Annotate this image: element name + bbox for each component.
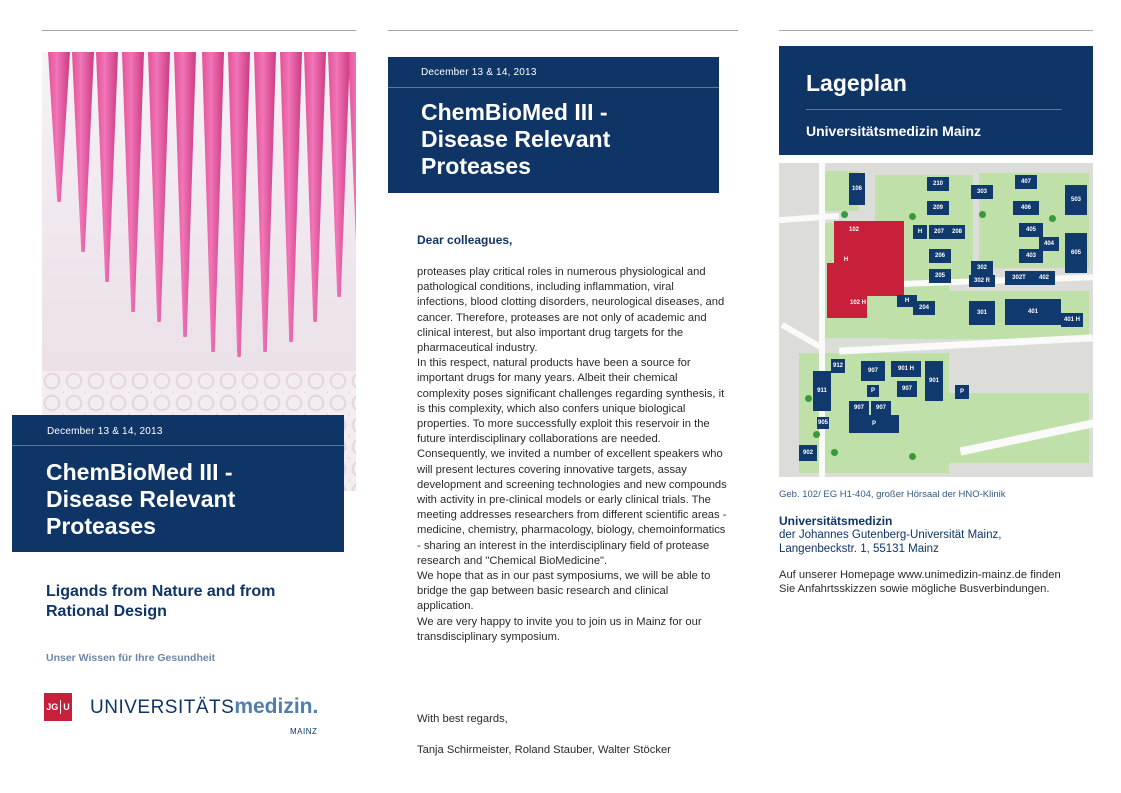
map-building: P	[849, 415, 899, 433]
map-building: 205	[929, 269, 951, 283]
top-rule-right	[779, 30, 1093, 31]
middle-title-line-3: Proteases	[421, 153, 531, 179]
badge-right: U	[63, 702, 70, 712]
paragraph-1: proteases play critical roles in numerous physiological and pathological conditions, including inflammation, viral infections, blood clotting disorders, neurological diseases, and cancer. Therefore, proteases are not only of academic and clinical interest, but also important drug targets for the pharmaceutical industry.	[417, 266, 725, 355]
paragraph-3: Consequently, we invited a number of excellent speakers who will present lectures covering innovative targets, assay development and screening technologies and new compounds with activity in pre-clinical models or early clinical trials. The meeting addresses researchers from different scientific areas - medicine, chemistry, pharmacology, biology, chemoinformatics - sharing an interest in the interdisciplinary field of protease research and "Chemical BioMedicine".	[417, 448, 727, 567]
map-caption: Geb. 102/ EG H1-404, großer Hörsaal der HNO-Klinik	[779, 489, 1006, 500]
top-rule-middle	[388, 30, 738, 31]
map-building: 106	[849, 173, 865, 205]
lageplan-subtitle: Universitätsmedizin Mainz	[806, 123, 982, 139]
top-rule-left	[42, 30, 356, 31]
map-building: H	[843, 257, 849, 263]
highlighted-building-102-wing	[827, 263, 867, 318]
middle-date: December 13 & 14, 2013	[421, 67, 537, 78]
map-building: 405	[1019, 223, 1043, 237]
letter-body	[417, 265, 727, 645]
logo-wordmark	[90, 695, 318, 719]
left-title-line-1: ChemBioMed III -	[46, 459, 233, 485]
jgu-badge	[44, 693, 72, 721]
map-building: P	[867, 385, 879, 397]
map-building: 907	[897, 381, 917, 397]
closing: With best regards,	[417, 713, 508, 725]
map-building: 404	[1039, 237, 1059, 251]
badge-separator	[60, 700, 61, 714]
map-building: 912	[831, 359, 845, 373]
lageplan-divider	[806, 109, 1062, 110]
map-tree	[1049, 215, 1056, 222]
left-title-box	[12, 415, 344, 552]
map-building: 208	[949, 225, 965, 239]
map-building: 911	[813, 371, 831, 411]
logo-sub: MAINZ	[290, 727, 318, 736]
map-road	[781, 322, 823, 350]
map-building: 907	[861, 361, 885, 381]
homepage-line-2: Sie Anfahrtsskizzen sowie mögliche Busverbindungen.	[779, 583, 1050, 595]
map-building: H	[913, 225, 927, 239]
pipette-tip	[328, 52, 350, 297]
pipette-tip	[348, 52, 356, 272]
pipette-tip	[304, 52, 326, 322]
map-tree	[805, 395, 812, 402]
lageplan-title: Lageplan	[806, 70, 907, 96]
map-building: 401 H	[1061, 313, 1083, 327]
lageplan-box	[779, 46, 1093, 155]
left-title-line-2: Disease Relevant	[46, 486, 236, 512]
map-building: 302T	[1005, 271, 1033, 285]
map-building: 901	[925, 361, 943, 401]
map-building: 210	[927, 177, 949, 191]
map-tree	[841, 211, 848, 218]
map-tree	[831, 449, 838, 456]
campus-map	[779, 163, 1093, 477]
left-subtitle-line-2: Rational Design	[46, 603, 167, 620]
map-tree	[979, 211, 986, 218]
map-building: 902	[799, 445, 817, 461]
paragraph-2: In this respect, natural products have been a source for important drugs for many years. Albeit their chemical complexity poses significant challenges regarding synthesis, it is this complexity, which also confers unique biological properties. To more successfully exploit this reservoir in the future interdisciplinary collaborations are needed.	[417, 357, 725, 446]
map-building: 406	[1013, 201, 1039, 215]
map-building: 605	[1065, 233, 1087, 273]
pipette-tip	[148, 52, 170, 322]
pipette-tip	[228, 52, 250, 357]
map-building: 407	[1015, 175, 1037, 189]
map-building: 303	[971, 185, 993, 199]
pipette-tip	[48, 52, 70, 202]
pipette-tip	[280, 52, 302, 342]
pipette-tip	[254, 52, 276, 352]
map-building: 302 R	[969, 275, 995, 287]
logo-word-bold: medizin.	[234, 695, 319, 718]
pipette-tip	[174, 52, 196, 337]
map-building: 204	[913, 301, 935, 315]
left-subtitle-line-1: Ligands from Nature and from	[46, 583, 276, 600]
map-building: 503	[1065, 185, 1087, 215]
map-building: 905	[817, 417, 829, 429]
address-line-1: der Johannes Gutenberg-Universität Mainz,	[779, 529, 1002, 541]
map-building: 402	[1033, 271, 1055, 285]
left-title-divider	[12, 445, 344, 446]
left-title-line-3: Proteases	[46, 513, 156, 539]
pipette-tip	[96, 52, 118, 282]
map-tree	[909, 453, 916, 460]
map-road	[819, 163, 825, 477]
paragraph-5: We are very happy to invite you to join us in Mainz for our transdisciplinary symposium.	[417, 615, 702, 643]
homepage-line-1: Auf unserer Homepage www.unimedizin-mainz.de finden	[779, 569, 1061, 581]
university-logo	[44, 693, 334, 738]
middle-title-line-1: ChemBioMed III -	[421, 99, 608, 125]
pipette-tip	[122, 52, 144, 312]
middle-title	[421, 99, 610, 180]
map-tree	[813, 431, 820, 438]
middle-title-box	[388, 57, 719, 193]
badge-left: JG	[46, 702, 59, 712]
address-title: Universitätsmedizin	[779, 514, 893, 528]
left-date: December 13 & 14, 2013	[47, 426, 163, 437]
map-road	[779, 213, 839, 223]
map-building: 102	[848, 227, 859, 233]
homepage-note	[779, 568, 1061, 596]
map-building: 206	[929, 249, 951, 263]
map-building: 907	[871, 401, 891, 415]
tagline: Unser Wissen für Ihre Gesundheit	[46, 652, 216, 664]
signatures: Tanja Schirmeister, Roland Stauber, Walter Stöcker	[417, 744, 671, 756]
left-title	[46, 459, 235, 540]
map-building: 901 H	[891, 361, 921, 377]
paragraph-4: We hope that as in our past symposiums, we will be able to bridge the gap between basic research and clinical application.	[417, 570, 711, 613]
map-building: 403	[1019, 249, 1043, 263]
map-building: 209	[927, 201, 949, 215]
map-building: 301	[969, 301, 995, 325]
map-tree	[909, 213, 916, 220]
left-subtitle	[46, 582, 275, 622]
map-building: 302	[971, 261, 993, 275]
middle-title-line-2: Disease Relevant	[421, 126, 611, 152]
address-line-2: Langenbeckstr. 1, 55131 Mainz	[779, 543, 939, 555]
address-block	[779, 528, 1001, 556]
pipette-tip	[202, 52, 224, 352]
map-building: 207	[929, 225, 949, 239]
middle-title-divider	[388, 87, 719, 88]
logo-word-light: UNIVERSITÄTS	[90, 697, 235, 718]
map-building: P	[955, 385, 969, 399]
map-building: 401	[1005, 299, 1061, 325]
map-building: 907	[849, 401, 869, 415]
map-building: 102 H	[849, 300, 866, 306]
pipette-tip	[72, 52, 94, 252]
map-building: H	[897, 295, 917, 307]
salutation: Dear colleagues,	[417, 233, 513, 247]
